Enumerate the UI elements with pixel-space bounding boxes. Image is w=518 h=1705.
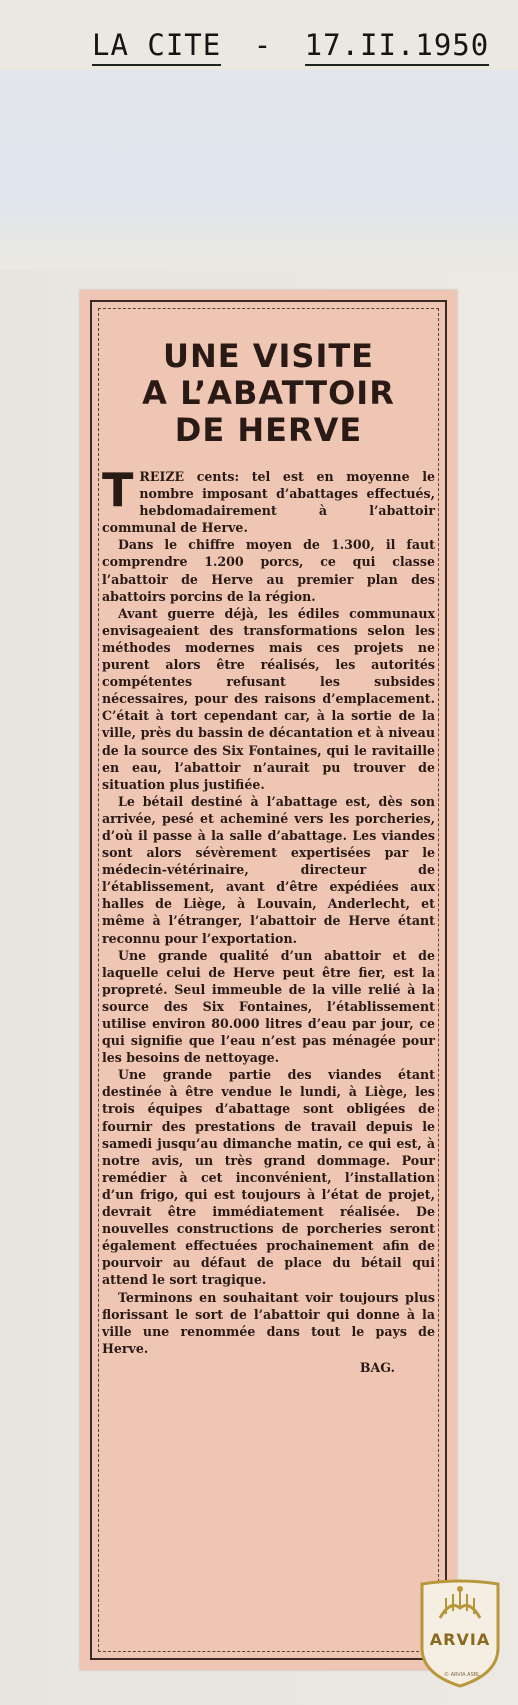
paragraph-1-text: REIZE cents: tel est en moyenne le nombre imposant d’abattages effectués, hebdomadairement à l’abattoir communal de Herve. xyxy=(102,469,435,536)
publication-date: 17.II.1950 xyxy=(305,28,490,66)
arvia-logo xyxy=(418,1578,502,1688)
logo-text: ARVIA xyxy=(429,1630,491,1649)
paragraph-4: Le bétail destiné à l’abattage est, dès son arrivée, pesé et acheminé vers les porcheries, d’où il passe à la salle d’abattage. Les viandes sont alors sévèrement expertisées par le médecin-vétérinaire, directeur de l’établissement, avant d’être expédiées aux halles de Liège, à Louvain, Anderlecht, et même à l’étranger, l’abattoir de Herve étant reconnu pour l’exportation. xyxy=(102,793,435,946)
title-line-1: UNE VISITE xyxy=(162,337,375,375)
article-title xyxy=(100,338,437,449)
title-line-3: DE HERVE xyxy=(174,411,363,449)
title-line-2: A L’ABATTOIR xyxy=(142,374,395,412)
paragraph-5: Une grande qualité d’un abattoir et de laquelle celui de Herve peut être fier, est la propreté. Seul immeuble de la ville relié à la source des Six Fontaines, l’établissement utilise environ 80.000 litres d’eau par jour, ce qui signifie que l’eau n’est pas ménagée pour les besoins de nettoyage. xyxy=(102,947,435,1066)
logo-copyright: © ARVIA ASBL xyxy=(444,1672,480,1678)
header-separator: - xyxy=(253,28,273,62)
newspaper-clipping xyxy=(80,290,457,1670)
page-header xyxy=(92,28,492,74)
article-body xyxy=(102,463,435,1376)
paragraph-3: Avant guerre déjà, les édiles communaux envisageaient des transformations selon les méthodes modernes mais ces projets ne purent alors être réalisés, les autorités compétentes refusant les subsides nécessaires, pour des raisons d’emplacement. C’était à tort cependant car, à la sortie de la ville, près du bassin de décantation et à niveau de la source des Six Fontaines, qui le ravitaille en eau, l’abattoir n’aurait pu trouver de situation plus justifiée. xyxy=(102,605,435,792)
background-print-shadow xyxy=(0,70,518,270)
paragraph-1 xyxy=(102,463,435,536)
paragraph-7: Terminons en souhaitant voir toujours plus florissant le sort de l’abattoir qui donne à la ville une renommée dans tout le pays de Herve. xyxy=(102,1289,435,1356)
drop-cap: T xyxy=(102,463,134,517)
publication-name: LA CITE xyxy=(92,28,221,66)
paragraph-2: Dans le chiffre moyen de 1.300, il faut comprendre 1.200 porcs, ce qui classe l’abattoir de Herve au premier plan des abattoirs porcins de la région. xyxy=(102,537,435,604)
paragraph-6: Une grande partie des viandes étant destinée à être vendue le lundi, à Liège, les trois équipes d’abattage sont obligées de fournir des prestations de travail depuis le samedi jusqu’au dimanche matin, ce qui est, à notre avis, un très grand dommage. Pour remédier à cet inconvénient, l’installation d’un frigo, qui est toujours à l’état de projet, devrait être immédiatement réalisée. De nouvelles constructions de porcheries seront également effectuées prochainement afin de pourvoir au défaut de place du bétail qui attend le sort tragique. xyxy=(102,1067,435,1288)
author-signature: BAG. xyxy=(359,1359,395,1375)
